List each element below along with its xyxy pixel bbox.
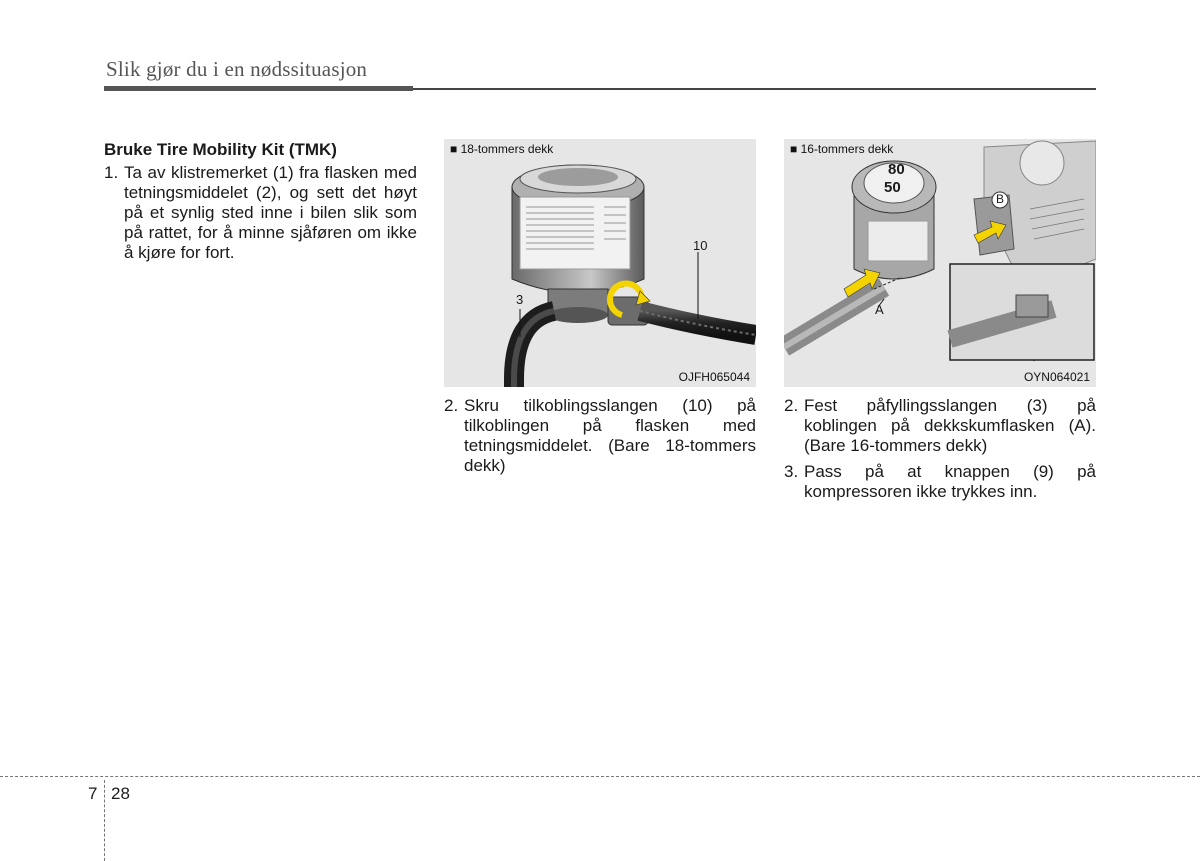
page-header-title: Slik gjør du i en nødssituasjon [106,57,368,81]
callout-label-b: B [996,192,1005,206]
callout-label-10: 10 [693,238,708,253]
instructions-column-3 [784,396,1096,502]
figure-caption: ■ 16-tommers dekk [790,142,894,156]
step-text: Fest påfyllingsslangen (3) på koblingen på dekkskumflasken (A). (Bare 16-tommers dekk) [804,396,1096,455]
callout-label-a: A [875,302,884,317]
step-2-16-inch [784,396,1096,456]
figure-16-inch [784,139,1096,387]
callout-label-3: 3 [516,292,524,307]
instructions-column-1 [104,140,417,263]
instructions-column-2 [444,396,756,476]
step-2-18-inch [444,396,756,476]
step-number: 1. [104,163,119,182]
figure-caption: ■ 18-tommers dekk [450,142,554,156]
section-heading: Bruke Tire Mobility Kit (TMK) [104,140,337,159]
footer-rule [0,776,1200,777]
gauge-speed-bottom: 50 [884,179,901,196]
step-number: 3. [784,462,799,481]
chapter-number: 7 [88,784,98,803]
step-number: 2. [784,396,799,415]
sealant-bottle-illustration [444,139,756,387]
figure-18-inch [444,139,756,387]
step-text: Ta av klistremerket (1) fra flasken med tetningsmiddelet (2), og sett det høyt på et synlig sted inne i bilen slik som på rattet, for å minne sjåføren om ikke å kjøre for fort. [124,163,417,262]
gauge-speed-top: 80 [888,161,905,178]
footer-divider [104,780,105,861]
step-1 [104,163,417,263]
step-number: 2. [444,396,459,415]
figure-code: OJFH065044 [678,370,750,384]
foam-bottle-illustration [784,139,1096,387]
step-text: Skru tilkoblingsslangen (10) på tilkoblingen på flasken med tetningsmiddelet. (Bare 18-tommers dekk) [464,396,756,475]
step-text: Pass på at knappen (9) på kompressoren ikke trykkes inn. [804,462,1096,501]
header-rule-accent [104,86,413,91]
figure-code: OYN064021 [1023,370,1090,384]
step-3 [784,462,1096,502]
page-number: 28 [111,784,130,803]
